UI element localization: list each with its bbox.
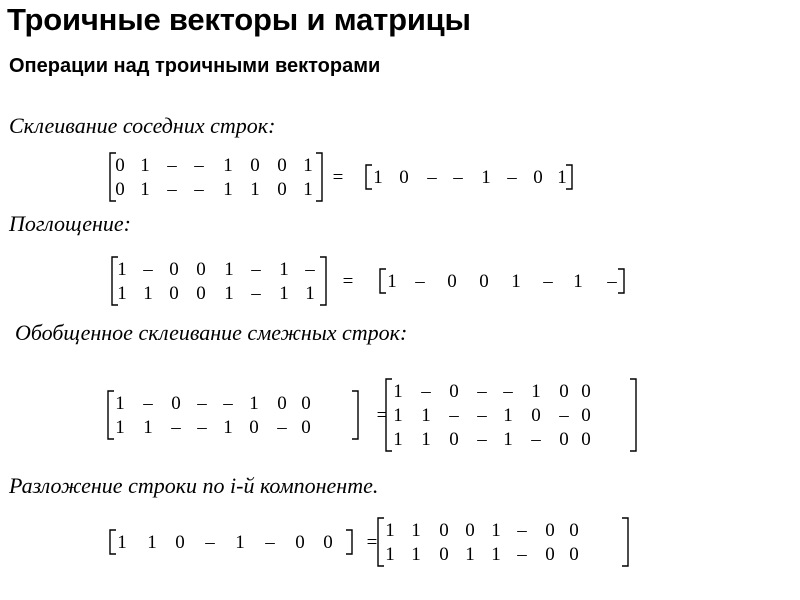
matrix-cell: – — [167, 155, 177, 176]
matrix-cell: – — [205, 532, 215, 553]
matrix-cell: 0 — [169, 259, 179, 280]
matrix-cell: 1 — [250, 179, 260, 200]
matrix-equation-svg — [110, 515, 640, 569]
matrix-cell: – — [517, 520, 527, 541]
matrix-cell: 0 — [559, 429, 569, 450]
matrix-cell: – — [305, 259, 315, 280]
matrix-cell: 1 — [465, 544, 475, 565]
matrix-cell: 0 — [169, 283, 179, 304]
matrix-cell: – — [171, 417, 181, 438]
matrix-cell: 1 — [503, 405, 513, 426]
equation-decomposition — [110, 515, 640, 569]
matrix-cell: 0 — [449, 381, 459, 402]
matrix-cell: – — [415, 271, 425, 292]
matrix-cell: 1 — [411, 520, 421, 541]
matrix-cell: 0 — [295, 532, 305, 553]
matrix-cell: 1 — [573, 271, 583, 292]
equation-gluing — [110, 150, 620, 204]
section-heading-generalized-gluing — [15, 320, 407, 346]
matrix-cell: 0 — [196, 283, 206, 304]
lhs-right-bracket — [346, 530, 352, 554]
matrix-cell: 0 — [115, 179, 125, 200]
matrix-cell: 1 — [249, 393, 259, 414]
equals-sign: = — [376, 405, 388, 426]
equals-sign: = — [366, 532, 378, 553]
matrix-cell: 0 — [545, 544, 555, 565]
matrix-cell: – — [449, 405, 459, 426]
matrix-cell: 1 — [223, 155, 233, 176]
matrix-cell: 0 — [277, 155, 287, 176]
matrix-cell: 1 — [511, 271, 521, 292]
matrix-cell: – — [477, 381, 487, 402]
matrix-cell: 0 — [465, 520, 475, 541]
section-heading-absorption — [9, 211, 131, 237]
matrix-cell: 0 — [449, 429, 459, 450]
heading-text: Поглощение — [9, 211, 124, 236]
matrix-cell: – — [143, 393, 153, 414]
matrix-cell: – — [167, 179, 177, 200]
matrix-cell: 0 — [399, 167, 409, 188]
matrix-cell: 0 — [115, 155, 125, 176]
matrix-cell: 0 — [569, 544, 579, 565]
matrix-cell: – — [251, 283, 261, 304]
matrix-cell: – — [197, 417, 207, 438]
matrix-cell: – — [265, 532, 275, 553]
heading-punct: . — [372, 473, 379, 498]
matrix-cell: – — [607, 271, 617, 292]
matrix-cell: – — [223, 393, 233, 414]
heading-punct: : — [123, 211, 131, 236]
heading-punct: : — [268, 113, 276, 138]
matrix-cell: 1 — [140, 179, 150, 200]
matrix-equation-svg — [112, 254, 632, 308]
matrix-cell: 1 — [393, 381, 403, 402]
matrix-cell: – — [277, 417, 287, 438]
matrix-cell: – — [421, 381, 431, 402]
matrix-cell: 1 — [224, 259, 234, 280]
matrix-cell: 1 — [140, 155, 150, 176]
matrix-cell: – — [503, 381, 513, 402]
matrix-cell: 1 — [117, 532, 127, 553]
matrix-cell: 1 — [143, 283, 153, 304]
matrix-cell: 1 — [481, 167, 491, 188]
section-heading-gluing — [9, 113, 275, 139]
matrix-cell: 0 — [277, 393, 287, 414]
matrix-cell: 1 — [491, 544, 501, 565]
matrix-cell: 0 — [171, 393, 181, 414]
matrix-cell: 1 — [115, 393, 125, 414]
matrix-cell: 1 — [303, 155, 313, 176]
matrix-cell: 0 — [323, 532, 333, 553]
matrix-cell: 0 — [581, 429, 591, 450]
rhs-left-bracket — [378, 518, 384, 566]
lhs-right-bracket — [320, 257, 326, 305]
equals-sign: = — [342, 271, 354, 292]
matrix-cell: 0 — [447, 271, 457, 292]
matrix-cell: 0 — [196, 259, 206, 280]
page-title: Троичные векторы и матрицы — [7, 2, 471, 37]
matrix-cell: – — [251, 259, 261, 280]
heading-punct: : — [399, 320, 408, 345]
heading-text: Разложение строки по i-й компоненте — [9, 473, 373, 498]
lhs-right-bracket — [352, 391, 358, 439]
matrix-cell: 1 — [411, 544, 421, 565]
matrix-cell: – — [194, 155, 204, 176]
matrix-cell: 0 — [175, 532, 185, 553]
matrix-cell: 0 — [301, 417, 311, 438]
matrix-cell: 1 — [385, 520, 395, 541]
matrix-cell: 1 — [223, 179, 233, 200]
matrix-cell: – — [427, 167, 437, 188]
rhs-left-bracket — [366, 165, 372, 189]
matrix-cell: 1 — [279, 259, 289, 280]
matrix-cell: 1 — [387, 271, 397, 292]
section-heading-decomposition — [9, 473, 378, 499]
rhs-right-bracket — [630, 379, 636, 451]
matrix-cell: 1 — [115, 417, 125, 438]
matrix-cell: 1 — [557, 167, 567, 188]
matrix-cell: 1 — [373, 167, 383, 188]
page-subtitle: Операции над троичными векторами — [9, 55, 381, 77]
matrix-cell: 0 — [439, 520, 449, 541]
matrix-cell: 1 — [393, 405, 403, 426]
matrix-cell: 1 — [143, 417, 153, 438]
equation-generalized-gluing — [108, 376, 648, 454]
matrix-cell: 1 — [224, 283, 234, 304]
matrix-cell: 1 — [117, 259, 127, 280]
matrix-cell: – — [197, 393, 207, 414]
matrix-cell: 0 — [533, 167, 543, 188]
heading-text: Склеивание соседних строк — [9, 113, 269, 138]
matrix-cell: 0 — [277, 179, 287, 200]
matrix-cell: – — [517, 544, 527, 565]
matrix-equation-svg — [110, 150, 620, 204]
matrix-cell: 1 — [393, 429, 403, 450]
rhs-right-bracket — [622, 518, 628, 566]
matrix-cell: – — [531, 429, 541, 450]
matrix-cell: – — [507, 167, 517, 188]
matrix-cell: 1 — [279, 283, 289, 304]
matrix-cell: – — [143, 259, 153, 280]
equation-absorption — [112, 254, 632, 308]
lhs-left-bracket — [108, 391, 114, 439]
matrix-cell: 1 — [305, 283, 315, 304]
matrix-cell: 1 — [531, 381, 541, 402]
matrix-cell: 1 — [223, 417, 233, 438]
matrix-cell: 1 — [147, 532, 157, 553]
matrix-cell: 1 — [421, 429, 431, 450]
matrix-cell: 0 — [249, 417, 259, 438]
heading-text: Обобщенное склеивание смежных строк — [15, 320, 400, 345]
matrix-cell: – — [543, 271, 553, 292]
matrix-cell: 0 — [559, 381, 569, 402]
matrix-cell: – — [477, 429, 487, 450]
matrix-cell: 0 — [479, 271, 489, 292]
matrix-cell: 0 — [250, 155, 260, 176]
matrix-cell: 1 — [385, 544, 395, 565]
rhs-right-bracket — [618, 269, 624, 293]
matrix-cell: 1 — [503, 429, 513, 450]
matrix-equation-svg — [108, 376, 648, 454]
matrix-cell: 1 — [303, 179, 313, 200]
matrix-cell: 1 — [117, 283, 127, 304]
matrix-cell: 0 — [301, 393, 311, 414]
matrix-cell: 1 — [421, 405, 431, 426]
matrix-cell: – — [453, 167, 463, 188]
lhs-right-bracket — [316, 153, 322, 201]
matrix-cell: 0 — [439, 544, 449, 565]
matrix-cell: 0 — [545, 520, 555, 541]
matrix-cell: 1 — [491, 520, 501, 541]
matrix-cell: 1 — [235, 532, 245, 553]
equals-sign: = — [332, 167, 344, 188]
matrix-cell: – — [559, 405, 569, 426]
matrix-cell: 0 — [581, 381, 591, 402]
matrix-cell: 0 — [531, 405, 541, 426]
lhs-left-bracket — [110, 530, 116, 554]
matrix-cell: – — [477, 405, 487, 426]
rhs-right-bracket — [566, 165, 572, 189]
matrix-cell: 0 — [581, 405, 591, 426]
matrix-cell: 0 — [569, 520, 579, 541]
matrix-cell: – — [194, 179, 204, 200]
rhs-left-bracket — [380, 269, 386, 293]
